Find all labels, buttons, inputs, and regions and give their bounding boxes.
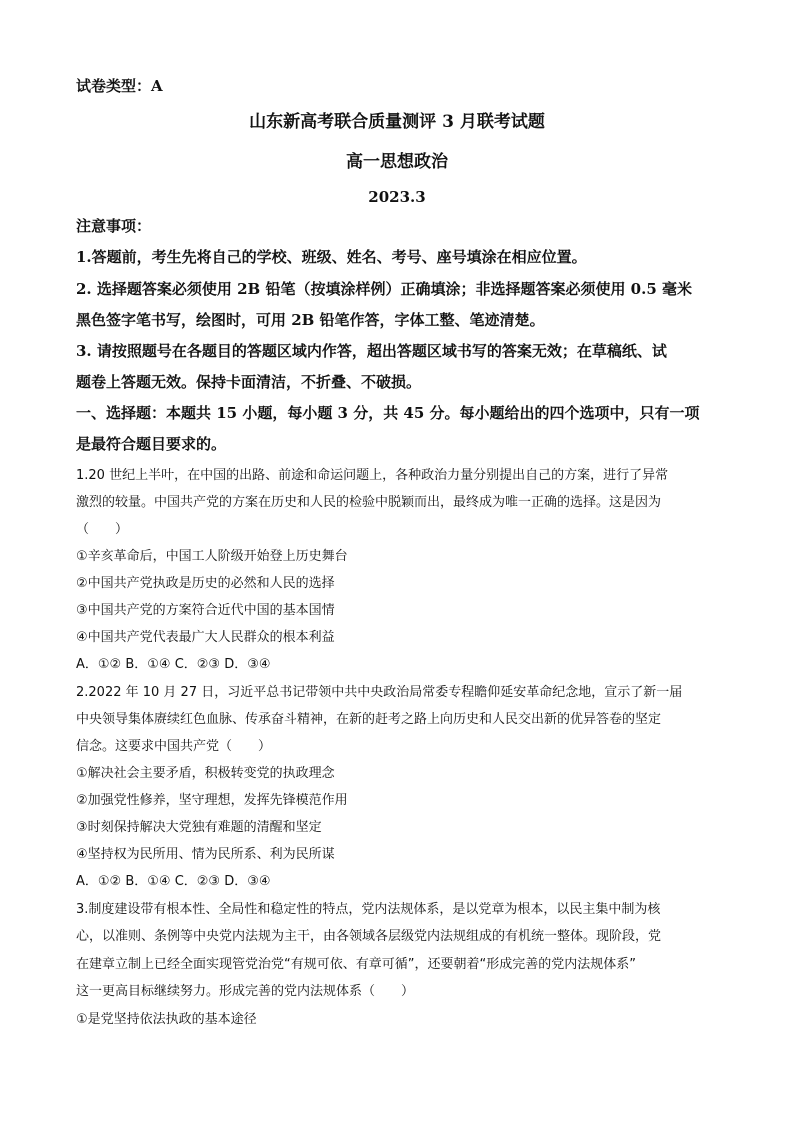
section-heading: 是最符合题目要求的。 [76,435,227,453]
q2-answer-choices: A．①② B．①④ C．②③ D．③④ [76,874,271,889]
q2-stem-line: 中央领导集体赓续红色血脉、传承奋斗精神，在新的赶考之路上向历史和人民交出新的优异答卷的坚定 [76,712,662,727]
q3-option: ①是党坚持依法执政的基本途径 [76,1012,257,1027]
q2-option: ④坚持权为民所用、情为民所系、利为民所谋 [76,847,335,862]
section-heading: 一、选择题：本题共 15 小题，每小题 3 分，共 45 分。每小题给出的四个选项中，只有一项 [76,404,700,422]
q1-option: ②中国共产党执政是历史的必然和人民的选择 [76,576,335,591]
q1-stem-line: （ ） [76,522,129,537]
q3-stem-line: 心，以准则、条例等中央党内法规为主干，由各领域各层级党内法规组成的有机统一整体。现阶段，党 [76,929,662,944]
q3-stem-line: 在建章立制上已经全面实现管党治党“有规可依、有章可循”，还要朝着“形成完善的党内法规体系” [76,957,636,972]
q1-answer-choices: A．①② B．①④ C．②③ D．③④ [76,657,271,672]
q3-stem-line: 这一更高目标继续努力。形成完善的党内法规体系（ ） [76,984,415,999]
q1-option: ①辛亥革命后，中国工人阶级开始登上历史舞台 [76,549,348,564]
notice-line: 3. 请按照题号在各题目的答题区域内作答，超出答题区域书写的答案无效；在草稿纸、试 [76,342,667,360]
q2-stem-line: 信念。这要求中国共产党（ ） [76,739,272,754]
q1-stem-line: 1.20 世纪上半叶，在中国的出路、前途和命运问题上，各种政治力量分别提出自己的方案，进行了异常 [76,468,669,483]
q1-option: ④中国共产党代表最广大人民群众的根本利益 [76,630,335,645]
q3-stem-line: 3.制度建设带有根本性、全局性和稳定性的特点，党内法规体系，是以党章为根本，以民主集中制为核 [76,902,661,917]
paper-type: 试卷类型：A [76,77,163,95]
notice-line: 题卷上答题无效。保持卡面清洁，不折叠、不破损。 [76,373,422,391]
q2-option: ③时刻保持解决大党独有难题的清醒和坚定 [76,820,322,835]
exam-title: 山东新高考联合质量测评 3 月联考试题 [249,112,545,132]
notice-line: 1.答题前，考生先将自己的学校、班级、姓名、考号、座号填涂在相应位置。 [76,248,587,266]
exam-subject: 高一思想政治 [346,152,448,172]
notice-line: 黑色签字笔书写，绘图时，可用 2B 铅笔作答，字体工整、笔迹清楚。 [76,311,545,329]
q1-option: ③中国共产党的方案符合近代中国的基本国情 [76,603,335,618]
q2-option: ②加强党性修养，坚守理想，发挥先锋模范作用 [76,793,348,808]
q1-stem-line: 激烈的较量。中国共产党的方案在历史和人民的检验中脱颖而出，最终成为唯一正确的选择。这是因为 [76,495,662,510]
q2-stem-line: 2.2022 年 10 月 27 日，习近平总书记带领中共中央政治局常委专程瞻仰延安革命纪念地，宣示了新一届 [76,685,683,700]
exam-date: 2023.3 [368,188,426,206]
q2-option: ①解决社会主要矛盾，积极转变党的执政理念 [76,766,335,781]
notice-line: 2. 选择题答案必须使用 2B 铅笔（按填涂样例）正确填涂；非选择题答案必须使用 0.5 毫米 [76,280,692,298]
notice-heading: 注意事项： [76,217,152,235]
